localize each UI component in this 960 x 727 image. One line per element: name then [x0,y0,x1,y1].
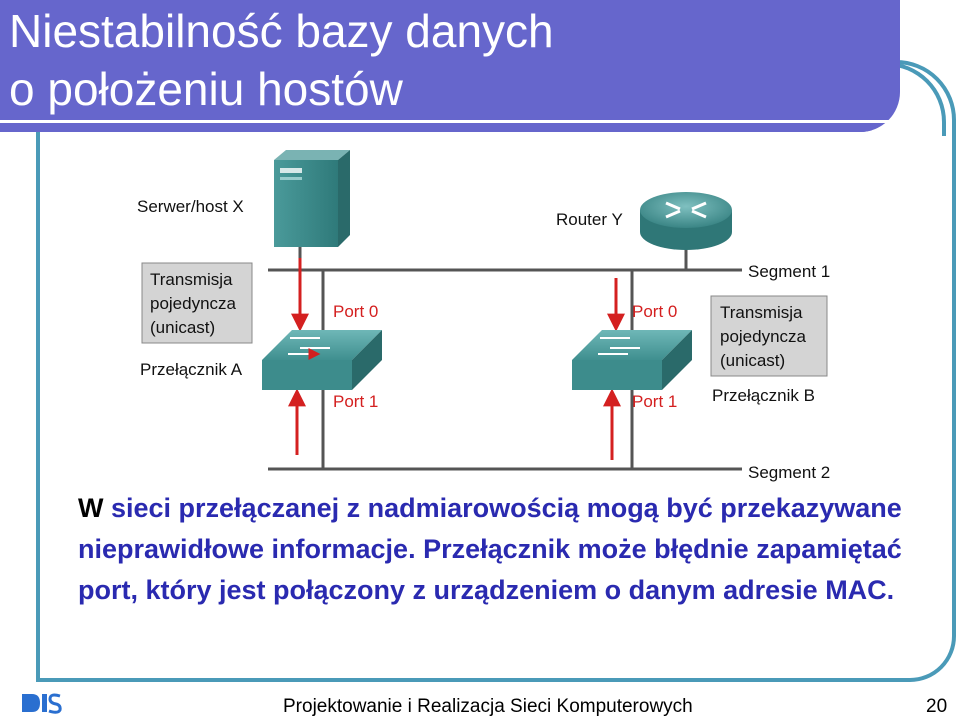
slide-body-text [78,488,938,611]
switch-b-port1-label: Port 1 [632,392,678,411]
body-rest: sieci przełączanej z nadmiarowością mogą być przekazywane nieprawidłowe informacje. Przełącznik może błędnie zapamiętać port, który jest połączony z urządzeniem o danym adresie MAC. [78,493,902,605]
unicast-a-line-2: pojedyncza [150,294,237,313]
footer-course-title: Projektowanie i Realizacja Sieci Komputerowych [283,696,693,717]
switch-a-port0-label: Port 0 [333,302,379,321]
unicast-b-line-1: Transmisja [720,303,803,322]
unicast-b-line-3: (unicast) [720,351,786,370]
router-icon [640,192,732,250]
switch-a-port1-label: Port 1 [333,392,379,411]
switch-b-port0-label: Port 0 [632,302,678,321]
switch-b-label: Przełącznik B [712,386,815,405]
unicast-a-line-1: Transmisja [150,270,233,289]
slide-title-line-1: Niestabilność bazy danych [9,5,554,57]
page-number: 20 [926,696,948,717]
router-label: Router Y [556,210,623,229]
switch-a-label: Przełącznik A [140,360,243,379]
segment-2-label: Segment 2 [748,463,831,482]
dis-logo-icon [20,691,62,715]
switch-b-icon [572,330,692,390]
server-label: Serwer/host X [137,197,244,216]
server-icon [274,150,350,247]
switch-a-icon [262,330,382,390]
body-lead: W [78,493,104,523]
slide-title-line-2: o położeniu hostów [9,63,403,115]
segment-1-label: Segment 1 [748,262,831,281]
unicast-a-line-3: (unicast) [150,318,216,337]
unicast-b-line-2: pojedyncza [720,327,807,346]
